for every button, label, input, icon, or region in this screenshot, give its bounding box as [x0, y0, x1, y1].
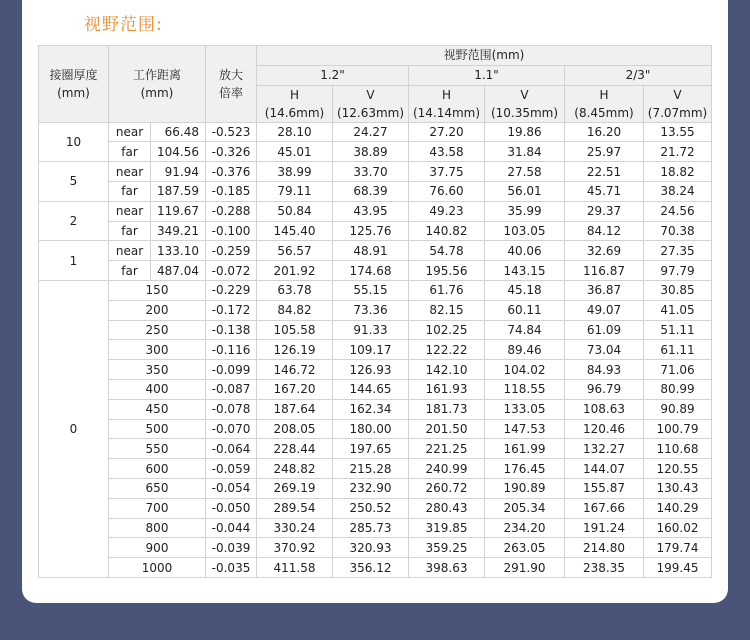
working-distance-cell: 800: [109, 518, 206, 538]
fov-value-cell: 32.69: [565, 241, 644, 261]
fov-value-cell: 132.27: [565, 439, 644, 459]
fov-value-cell: 142.10: [409, 360, 485, 380]
magnification-cell: -0.072: [206, 261, 257, 281]
fov-value-cell: 140.29: [644, 498, 712, 518]
fov-value-cell: 289.54: [257, 498, 333, 518]
working-distance-cell: 700: [109, 498, 206, 518]
magnification-cell: -0.172: [206, 300, 257, 320]
fov-value-cell: 27.35: [644, 241, 712, 261]
magnification-cell: -0.059: [206, 459, 257, 479]
table-row: [39, 558, 712, 578]
magnification-cell: -0.523: [206, 122, 257, 142]
fov-value-cell: 22.51: [565, 162, 644, 182]
fov-value-cell: 24.56: [644, 201, 712, 221]
magnification-cell: -0.288: [206, 201, 257, 221]
working-distance-cell: 187.59: [151, 181, 206, 201]
working-distance-cell: 650: [109, 478, 206, 498]
fov-value-cell: 61.76: [409, 280, 485, 300]
magnification-cell: -0.099: [206, 360, 257, 380]
fov-value-cell: 238.35: [565, 558, 644, 578]
fov-value-cell: 61.11: [644, 340, 712, 360]
fov-value-cell: 55.15: [333, 280, 409, 300]
fov-value-cell: 120.55: [644, 459, 712, 479]
table-row: [39, 162, 712, 182]
header-working-distance: 工作距离(mm): [109, 46, 206, 123]
fov-value-cell: 80.99: [644, 379, 712, 399]
fov-value-cell: 40.06: [485, 241, 565, 261]
fov-value-cell: 201.50: [409, 419, 485, 439]
distance-type-cell: near: [109, 201, 151, 221]
fov-value-cell: 37.75: [409, 162, 485, 182]
fov-value-cell: 16.20: [565, 122, 644, 142]
table-row: [39, 122, 712, 142]
fov-value-cell: 71.06: [644, 360, 712, 380]
fov-value-cell: 90.89: [644, 399, 712, 419]
fov-value-cell: 176.45: [485, 459, 565, 479]
fov-value-cell: 54.78: [409, 241, 485, 261]
fov-value-cell: 97.79: [644, 261, 712, 281]
working-distance-cell: 104.56: [151, 142, 206, 162]
fov-value-cell: 201.92: [257, 261, 333, 281]
fov-value-cell: 160.02: [644, 518, 712, 538]
table-row: [39, 360, 712, 380]
working-distance-cell: 133.10: [151, 241, 206, 261]
fov-value-cell: 161.99: [485, 439, 565, 459]
fov-value-cell: 118.55: [485, 379, 565, 399]
fov-value-cell: 174.68: [333, 261, 409, 281]
working-distance-cell: 91.94: [151, 162, 206, 182]
fov-value-cell: 250.52: [333, 498, 409, 518]
magnification-cell: -0.050: [206, 498, 257, 518]
table-row: [39, 379, 712, 399]
content-card: [22, 0, 728, 603]
magnification-cell: -0.070: [206, 419, 257, 439]
fov-value-cell: 191.24: [565, 518, 644, 538]
fov-value-cell: 125.76: [333, 221, 409, 241]
fov-value-cell: 167.20: [257, 379, 333, 399]
fov-value-cell: 320.93: [333, 538, 409, 558]
fov-value-cell: 122.22: [409, 340, 485, 360]
fov-value-cell: 21.72: [644, 142, 712, 162]
fov-value-cell: 144.07: [565, 459, 644, 479]
table-row: [39, 201, 712, 221]
header-magnification: 放大倍率: [206, 46, 257, 123]
fov-value-cell: 61.09: [565, 320, 644, 340]
working-distance-cell: 250: [109, 320, 206, 340]
table-row: [39, 419, 712, 439]
fov-value-cell: 133.05: [485, 399, 565, 419]
fov-value-cell: 18.82: [644, 162, 712, 182]
table-header: [39, 46, 712, 123]
working-distance-cell: 1000: [109, 558, 206, 578]
distance-type-cell: far: [109, 221, 151, 241]
table-row: [39, 221, 712, 241]
fov-value-cell: 50.84: [257, 201, 333, 221]
distance-type-cell: far: [109, 261, 151, 281]
fov-value-cell: 205.34: [485, 498, 565, 518]
fov-value-cell: 130.43: [644, 478, 712, 498]
fov-value-cell: 215.28: [333, 459, 409, 479]
fov-value-cell: 84.82: [257, 300, 333, 320]
fov-value-cell: 63.78: [257, 280, 333, 300]
fov-value-cell: 56.57: [257, 241, 333, 261]
header-sensor-3: 2/3": [565, 65, 712, 85]
table-row: [39, 142, 712, 162]
fov-value-cell: 91.33: [333, 320, 409, 340]
fov-value-cell: 68.39: [333, 181, 409, 201]
fov-value-cell: 84.12: [565, 221, 644, 241]
table-row: [39, 320, 712, 340]
table-row: [39, 280, 712, 300]
header-s2-h: H (14.14mm): [409, 85, 485, 122]
distance-type-cell: far: [109, 142, 151, 162]
fov-value-cell: 82.15: [409, 300, 485, 320]
fov-value-cell: 100.79: [644, 419, 712, 439]
working-distance-cell: 150: [109, 280, 206, 300]
fov-value-cell: 45.18: [485, 280, 565, 300]
fov-value-cell: 41.05: [644, 300, 712, 320]
working-distance-cell: 487.04: [151, 261, 206, 281]
spacer-thickness-cell: 5: [39, 162, 109, 202]
fov-value-cell: 155.87: [565, 478, 644, 498]
magnification-cell: -0.376: [206, 162, 257, 182]
fov-value-cell: 180.00: [333, 419, 409, 439]
fov-value-cell: 187.64: [257, 399, 333, 419]
section-title: 视野范围:: [84, 15, 163, 35]
fov-value-cell: 43.95: [333, 201, 409, 221]
fov-value-cell: 13.55: [644, 122, 712, 142]
fov-value-cell: 411.58: [257, 558, 333, 578]
fov-value-cell: 73.36: [333, 300, 409, 320]
fov-value-cell: 29.37: [565, 201, 644, 221]
fov-value-cell: 199.45: [644, 558, 712, 578]
fov-value-cell: 103.05: [485, 221, 565, 241]
table-row: [39, 300, 712, 320]
working-distance-cell: 600: [109, 459, 206, 479]
magnification-cell: -0.138: [206, 320, 257, 340]
working-distance-cell: 500: [109, 419, 206, 439]
spacer-thickness-cell: 2: [39, 201, 109, 241]
fov-value-cell: 162.34: [333, 399, 409, 419]
fov-value-cell: 109.17: [333, 340, 409, 360]
working-distance-cell: 350: [109, 360, 206, 380]
fov-value-cell: 38.89: [333, 142, 409, 162]
table-row: [39, 459, 712, 479]
fov-value-cell: 116.87: [565, 261, 644, 281]
spacer-thickness-cell: 1: [39, 241, 109, 281]
distance-type-cell: far: [109, 181, 151, 201]
fov-value-cell: 221.25: [409, 439, 485, 459]
fov-value-cell: 144.65: [333, 379, 409, 399]
fov-value-cell: 248.82: [257, 459, 333, 479]
fov-value-cell: 143.15: [485, 261, 565, 281]
fov-value-cell: 214.80: [565, 538, 644, 558]
fov-value-cell: 76.60: [409, 181, 485, 201]
table-row: [39, 181, 712, 201]
working-distance-cell: 300: [109, 340, 206, 360]
magnification-cell: -0.087: [206, 379, 257, 399]
table-row: [39, 538, 712, 558]
fov-value-cell: 356.12: [333, 558, 409, 578]
fov-value-cell: 30.85: [644, 280, 712, 300]
table-row: [39, 399, 712, 419]
fov-value-cell: 45.01: [257, 142, 333, 162]
fov-value-cell: 234.20: [485, 518, 565, 538]
fov-value-cell: 190.89: [485, 478, 565, 498]
fov-value-cell: 167.66: [565, 498, 644, 518]
fov-value-cell: 102.25: [409, 320, 485, 340]
fov-value-cell: 147.53: [485, 419, 565, 439]
fov-value-cell: 232.90: [333, 478, 409, 498]
distance-type-cell: near: [109, 122, 151, 142]
header-s1-h: H (14.6mm): [257, 85, 333, 122]
header-s1-v: V (12.63mm): [333, 85, 409, 122]
table-body: [39, 122, 712, 577]
fov-value-cell: 38.24: [644, 181, 712, 201]
fov-value-cell: 359.25: [409, 538, 485, 558]
working-distance-cell: 450: [109, 399, 206, 419]
fov-value-cell: 33.70: [333, 162, 409, 182]
fov-table: [38, 45, 712, 578]
fov-value-cell: 24.27: [333, 122, 409, 142]
fov-value-cell: 25.97: [565, 142, 644, 162]
fov-value-cell: 161.93: [409, 379, 485, 399]
fov-value-cell: 104.02: [485, 360, 565, 380]
fov-value-cell: 36.87: [565, 280, 644, 300]
fov-value-cell: 285.73: [333, 518, 409, 538]
fov-value-cell: 269.19: [257, 478, 333, 498]
fov-value-cell: 145.40: [257, 221, 333, 241]
header-s3-h: H (8.45mm): [565, 85, 644, 122]
fov-value-cell: 105.58: [257, 320, 333, 340]
fov-value-cell: 89.46: [485, 340, 565, 360]
fov-value-cell: 49.07: [565, 300, 644, 320]
distance-type-cell: near: [109, 241, 151, 261]
fov-value-cell: 179.74: [644, 538, 712, 558]
fov-value-cell: 110.68: [644, 439, 712, 459]
fov-value-cell: 74.84: [485, 320, 565, 340]
fov-value-cell: 228.44: [257, 439, 333, 459]
fov-value-cell: 319.85: [409, 518, 485, 538]
fov-value-cell: 60.11: [485, 300, 565, 320]
table-row: [39, 518, 712, 538]
fov-value-cell: 370.92: [257, 538, 333, 558]
fov-value-cell: 45.71: [565, 181, 644, 201]
fov-value-cell: 195.56: [409, 261, 485, 281]
fov-value-cell: 38.99: [257, 162, 333, 182]
fov-value-cell: 263.05: [485, 538, 565, 558]
magnification-cell: -0.054: [206, 478, 257, 498]
fov-value-cell: 35.99: [485, 201, 565, 221]
fov-value-cell: 146.72: [257, 360, 333, 380]
spacer-thickness-cell: 10: [39, 122, 109, 162]
working-distance-cell: 66.48: [151, 122, 206, 142]
working-distance-cell: 349.21: [151, 221, 206, 241]
fov-value-cell: 48.91: [333, 241, 409, 261]
distance-type-cell: near: [109, 162, 151, 182]
header-sensor-2: 1.1": [409, 65, 565, 85]
magnification-cell: -0.044: [206, 518, 257, 538]
header-s3-v: V (7.07mm): [644, 85, 712, 122]
fov-value-cell: 240.99: [409, 459, 485, 479]
working-distance-cell: 200: [109, 300, 206, 320]
fov-value-cell: 140.82: [409, 221, 485, 241]
fov-value-cell: 43.58: [409, 142, 485, 162]
working-distance-cell: 900: [109, 538, 206, 558]
table-row: [39, 241, 712, 261]
magnification-cell: -0.185: [206, 181, 257, 201]
magnification-cell: -0.039: [206, 538, 257, 558]
fov-value-cell: 120.46: [565, 419, 644, 439]
working-distance-cell: 119.67: [151, 201, 206, 221]
magnification-cell: -0.035: [206, 558, 257, 578]
magnification-cell: -0.078: [206, 399, 257, 419]
table-row: [39, 340, 712, 360]
magnification-cell: -0.064: [206, 439, 257, 459]
table-row: [39, 439, 712, 459]
magnification-cell: -0.259: [206, 241, 257, 261]
fov-value-cell: 28.10: [257, 122, 333, 142]
magnification-cell: -0.100: [206, 221, 257, 241]
fov-value-cell: 108.63: [565, 399, 644, 419]
header-fov-range: 视野范围(mm): [257, 46, 712, 66]
fov-value-cell: 260.72: [409, 478, 485, 498]
fov-value-cell: 70.38: [644, 221, 712, 241]
fov-value-cell: 27.20: [409, 122, 485, 142]
working-distance-cell: 400: [109, 379, 206, 399]
spacer-thickness-cell: 0: [39, 280, 109, 577]
fov-value-cell: 126.19: [257, 340, 333, 360]
table-row: [39, 261, 712, 281]
fov-value-cell: 49.23: [409, 201, 485, 221]
magnification-cell: -0.326: [206, 142, 257, 162]
header-s2-v: V (10.35mm): [485, 85, 565, 122]
fov-value-cell: 398.63: [409, 558, 485, 578]
fov-value-cell: 27.58: [485, 162, 565, 182]
working-distance-cell: 550: [109, 439, 206, 459]
fov-value-cell: 51.11: [644, 320, 712, 340]
fov-value-cell: 197.65: [333, 439, 409, 459]
fov-value-cell: 208.05: [257, 419, 333, 439]
fov-value-cell: 19.86: [485, 122, 565, 142]
fov-value-cell: 280.43: [409, 498, 485, 518]
fov-value-cell: 291.90: [485, 558, 565, 578]
header-spacer-thickness: 接圈厚度(mm): [39, 46, 109, 123]
fov-value-cell: 56.01: [485, 181, 565, 201]
magnification-cell: -0.229: [206, 280, 257, 300]
magnification-cell: -0.116: [206, 340, 257, 360]
fov-value-cell: 181.73: [409, 399, 485, 419]
table-row: [39, 478, 712, 498]
fov-value-cell: 31.84: [485, 142, 565, 162]
fov-value-cell: 73.04: [565, 340, 644, 360]
fov-value-cell: 96.79: [565, 379, 644, 399]
header-sensor-1: 1.2": [257, 65, 409, 85]
fov-value-cell: 79.11: [257, 181, 333, 201]
fov-value-cell: 330.24: [257, 518, 333, 538]
fov-value-cell: 84.93: [565, 360, 644, 380]
fov-value-cell: 126.93: [333, 360, 409, 380]
table-row: [39, 498, 712, 518]
